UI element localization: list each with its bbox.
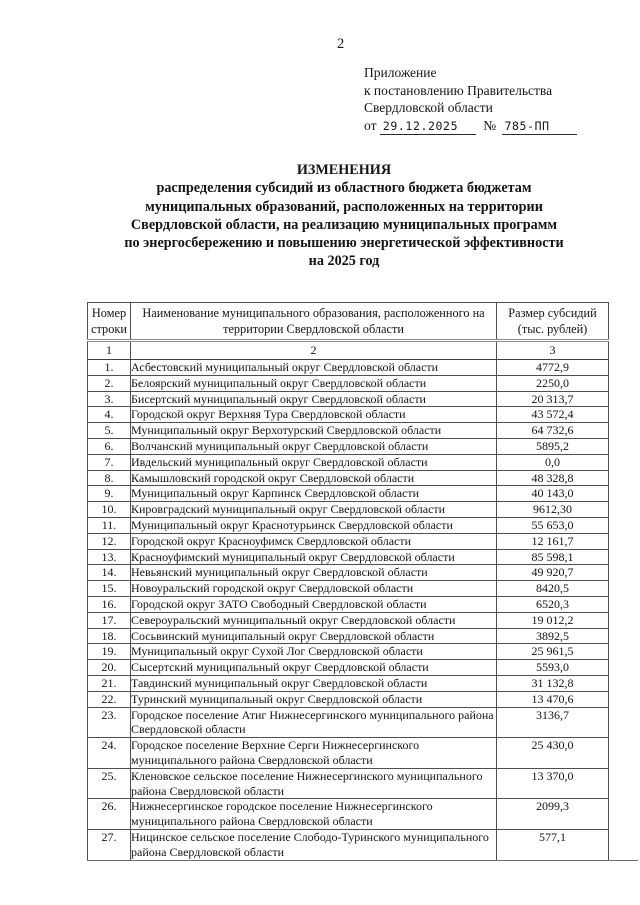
table-row (88, 454, 609, 470)
municipality-name-cell: Тавдинский муниципальный округ Свердловской области (131, 675, 497, 691)
appendix-date-line (364, 117, 577, 135)
table-row (88, 549, 609, 565)
table-row (88, 707, 609, 738)
table-row (88, 375, 609, 391)
table-row (88, 407, 609, 423)
title-line: муниципальных образований, расположенных на территории (145, 198, 543, 215)
row-number-cell: 4. (88, 407, 131, 423)
column-number-cell: 1 (88, 341, 131, 360)
row-number-cell: 20. (88, 660, 131, 676)
subsidy-amount-cell: 5895,2 (497, 438, 609, 454)
table-row (88, 596, 609, 612)
row-number-cell: 5. (88, 423, 131, 439)
municipality-name-cell: Сысертский муниципальный округ Свердловской области (131, 660, 497, 676)
municipality-name-cell: Городской округ ЗАТО Свободный Свердловской области (131, 596, 497, 612)
table-header-row (88, 303, 609, 341)
municipality-name-cell: Новоуральский городской округ Свердловской области (131, 581, 497, 597)
municipality-name-cell: Сосьвинский муниципальный округ Свердловской области (131, 628, 497, 644)
row-number-cell: 19. (88, 644, 131, 660)
column-number-cell: 2 (131, 341, 497, 360)
table-row (88, 470, 609, 486)
row-number-cell: 3. (88, 391, 131, 407)
appendix-line: Свердловской области (364, 100, 493, 116)
municipality-name-cell: Городское поселение Верхние Серги Нижнесергинского муниципального района Свердловской области (131, 738, 497, 769)
subsidy-amount-cell: 12 161,7 (497, 533, 609, 549)
row-number-cell: 6. (88, 438, 131, 454)
title-line: ИЗМЕНЕНИЯ (296, 162, 392, 178)
row-number-cell: 16. (88, 596, 131, 612)
table-row (88, 644, 609, 660)
row-number-cell: 25. (88, 768, 131, 799)
number-sign-label: № (483, 117, 497, 133)
row-number-cell: 27. (88, 829, 131, 860)
date-value: 29.12.2025 (380, 119, 476, 135)
subsidy-amount-cell: 6520,3 (497, 596, 609, 612)
table-body (88, 360, 609, 861)
appendix-block (364, 64, 577, 135)
row-number-cell: 2. (88, 375, 131, 391)
row-number-cell: 23. (88, 707, 131, 738)
table-row (88, 565, 609, 581)
table-row (88, 675, 609, 691)
subsidy-amount-cell: 49 920,7 (497, 565, 609, 581)
subsidy-amount-cell: 31 132,8 (497, 675, 609, 691)
row-number-cell: 24. (88, 738, 131, 769)
table-row (88, 738, 609, 769)
row-number-cell: 18. (88, 628, 131, 644)
subsidy-amount-cell: 55 653,0 (497, 517, 609, 533)
table-row (88, 612, 609, 628)
table-row (88, 581, 609, 597)
row-number-cell: 9. (88, 486, 131, 502)
row-number-cell: 15. (88, 581, 131, 597)
appendix-line: Приложение (364, 65, 437, 80)
municipality-name-cell: Красноуфимский муниципальный округ Свердловской области (131, 549, 497, 565)
municipality-name-cell: Городской округ Красноуфимск Свердловской области (131, 533, 497, 549)
subsidy-amount-cell: 4772,9 (497, 360, 609, 376)
municipality-name-cell: Ницинское сельское поселение Слободо-Туринского муниципального района Свердловской области (131, 829, 497, 860)
row-number-cell: 14. (88, 565, 131, 581)
row-number-cell: 1. (88, 360, 131, 376)
municipality-name-cell: Белоярский муниципальный округ Свердловской области (131, 375, 497, 391)
table-row (88, 691, 609, 707)
subsidy-amount-cell: 2250,0 (497, 375, 609, 391)
row-number-cell: 13. (88, 549, 131, 565)
municipality-name-cell: Бисертский муниципальный округ Свердловской области (131, 391, 497, 407)
title-line: по энергосбережению и повышению энергетической эффективности (124, 235, 564, 252)
table-row (88, 628, 609, 644)
subsidy-amount-cell: 2099,3 (497, 799, 609, 830)
row-number-cell: 26. (88, 799, 131, 830)
appendix-line: к постановлению Правительства (364, 82, 553, 98)
subsidy-amount-cell: 9612,30 (497, 502, 609, 518)
row-number-cell: 8. (88, 470, 131, 486)
subsidy-amount-cell: 48 328,8 (497, 470, 609, 486)
row-number-cell: 11. (88, 517, 131, 533)
row-number-cell: 7. (88, 454, 131, 470)
column-number-cell: 3 (497, 341, 609, 360)
subsidy-amount-cell: 85 598,1 (497, 549, 609, 565)
subsidy-amount-cell: 64 732,6 (497, 423, 609, 439)
table-row (88, 533, 609, 549)
subsidy-amount-cell: 25 961,5 (497, 644, 609, 660)
subsidy-amount-cell: 8420,5 (497, 581, 609, 597)
subsidy-amount-cell: 577,1 (497, 829, 609, 860)
table-row (88, 360, 609, 376)
subsidy-amount-cell: 5593,0 (497, 660, 609, 676)
subsidy-amount-cell: 25 430,0 (497, 738, 609, 769)
page-number: 2 (337, 36, 345, 52)
scan-artifact-line (87, 860, 638, 861)
municipality-name-cell: Североуральский муниципальный округ Свердловской области (131, 612, 497, 628)
row-number-cell: 12. (88, 533, 131, 549)
subsidy-amount-cell: 43 572,4 (497, 407, 609, 423)
table-row (88, 423, 609, 439)
table-row (88, 438, 609, 454)
subsidy-amount-cell: 20 313,7 (497, 391, 609, 407)
municipality-name-cell: Асбестовский муниципальный округ Свердловской области (131, 360, 497, 376)
municipality-name-cell: Муниципальный округ Карпинск Свердловской области (131, 486, 497, 502)
doc-number-value: 785-ПП (502, 119, 577, 135)
municipality-name-cell: Невьянский муниципальный округ Свердловской области (131, 565, 497, 581)
table-row (88, 799, 609, 830)
municipality-name-cell: Кировградский муниципальный округ Свердловской области (131, 502, 497, 518)
municipality-name-cell: Кленовское сельское поселение Нижнесергинского муниципального района Свердловской области (131, 768, 497, 799)
subsidy-amount-cell: 19 012,2 (497, 612, 609, 628)
subsidy-amount-cell: 13 470,6 (497, 691, 609, 707)
title-line: Свердловской области, на реализацию муниципальных программ (130, 216, 558, 233)
subsidies-table (87, 302, 609, 861)
municipality-name-cell: Муниципальный округ Верхотурский Свердловской области (131, 423, 497, 439)
subsidy-amount-cell: 40 143,0 (497, 486, 609, 502)
table-row (88, 660, 609, 676)
subsidy-amount-cell: 13 370,0 (497, 768, 609, 799)
title-line: на 2025 год (308, 253, 380, 270)
row-number-cell: 22. (88, 691, 131, 707)
row-number-cell: 21. (88, 675, 131, 691)
header-municipality-name: Наименование муниципального образования, расположенного на территории Свердловской области (131, 303, 497, 341)
municipality-name-cell: Муниципальный округ Краснотурьинск Свердловской области (131, 517, 497, 533)
subsidy-amount-cell: 3892,5 (497, 628, 609, 644)
title-line: распределения субсидий из областного бюджета бюджетам (156, 180, 532, 197)
municipality-name-cell: Нижнесергинское городское поселение Нижнесергинского муниципального района Свердловской области (131, 799, 497, 830)
header-row-number: Номер строки (88, 303, 131, 341)
municipality-name-cell: Туринский муниципальный округ Свердловской области (131, 691, 497, 707)
table-row (88, 517, 609, 533)
municipality-name-cell: Муниципальный округ Сухой Лог Свердловской области (131, 644, 497, 660)
row-number-cell: 17. (88, 612, 131, 628)
municipality-name-cell: Камышловский городской округ Свердловской области (131, 470, 497, 486)
table-row (88, 502, 609, 518)
municipality-name-cell: Городское поселение Атиг Нижнесергинского муниципального района Свердловской области (131, 707, 497, 738)
row-number-cell: 10. (88, 502, 131, 518)
subsidy-amount-cell: 3136,7 (497, 707, 609, 738)
table-row (88, 829, 609, 860)
table-row (88, 486, 609, 502)
date-prefix-label: от (364, 117, 377, 133)
header-subsidy-size: Размер субсидий (тыс. рублей) (497, 303, 609, 341)
municipality-name-cell: Волчанский муниципальный округ Свердловской области (131, 438, 497, 454)
subsidy-amount-cell: 0,0 (497, 454, 609, 470)
municipality-name-cell: Городской округ Верхняя Тура Свердловской области (131, 407, 497, 423)
table-row (88, 768, 609, 799)
municipality-name-cell: Ивдельский муниципальный округ Свердловской области (131, 454, 497, 470)
column-numbers-row (88, 341, 609, 360)
table-row (88, 391, 609, 407)
document-title (48, 161, 640, 271)
